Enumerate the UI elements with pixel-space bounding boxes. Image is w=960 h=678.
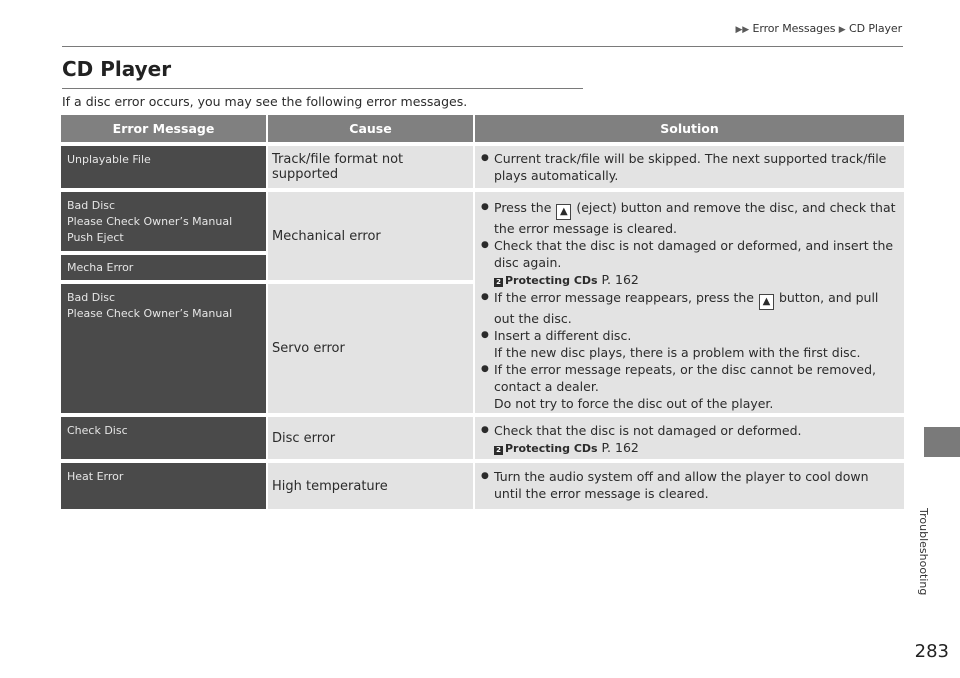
reference-label: Protecting CDs [505, 274, 598, 287]
solution-bullet [480, 199, 898, 237]
header-solution: Solution [475, 115, 904, 142]
header-divider [62, 46, 903, 47]
error-message-text: Bad Disc [67, 291, 116, 304]
solution-bullet [480, 237, 898, 289]
reference-page: P. 162 [601, 440, 639, 455]
solution-text: If the new disc plays, there is a problem with the first disc. [494, 345, 861, 360]
solution-cell [475, 463, 904, 509]
header-error-message: Error Message [61, 115, 266, 142]
solution-cell [475, 192, 904, 413]
reference-label: Protecting CDs [505, 442, 598, 455]
solution-bullet [480, 422, 898, 457]
title-divider [62, 88, 583, 89]
section-label: Troubleshooting [917, 508, 930, 596]
solution-text: ● Insert a different disc. [494, 328, 632, 343]
error-message-cell [61, 192, 266, 251]
error-message-cell [61, 417, 266, 459]
solution-text: If the error message reappears, press the [494, 290, 754, 305]
solution-text: Press the [494, 200, 552, 215]
header-cause: Cause [268, 115, 473, 142]
eject-icon: ▲ [556, 204, 571, 220]
error-message-cell [61, 146, 266, 188]
eject-icon: ▲ [759, 294, 774, 310]
error-message-text: Unplayable File [67, 153, 151, 166]
section-tab [924, 427, 960, 457]
solution-bullet [480, 289, 898, 327]
page-number: 283 [914, 641, 949, 662]
solution-text: button, and pull out the disc. [494, 290, 879, 326]
reference-page: P. 162 [601, 272, 639, 287]
solution-text: ● If the error message repeats, or the disc cannot be removed, contact a dealer. [494, 362, 877, 394]
intro-text: If a disc error occurs, you may see the following error messages. [62, 94, 468, 109]
solution-cell [475, 146, 904, 188]
breadcrumb-cd-player: CD Player [849, 22, 902, 35]
cause-cell: Servo error [268, 284, 473, 413]
solution-text: (eject) button and remove the disc, and check that the error message is cleared. [494, 200, 896, 236]
arrow-icon: ▶ [838, 25, 846, 35]
solution-bullet [480, 361, 898, 412]
error-message-cell [61, 255, 266, 280]
reference-icon: 2 [494, 278, 503, 287]
reference-link[interactable] [494, 439, 898, 457]
arrow-icon: ▶▶ [735, 25, 750, 35]
solution-bullet: ● Current track/file will be skipped. The next supported track/file plays automatically. [480, 150, 898, 184]
solution-bullet [480, 327, 898, 361]
error-message-cell [61, 284, 266, 413]
cause-cell: Track/file format not supported [268, 146, 473, 188]
solution-text: Do not try to force the disc out of the player. [494, 396, 774, 411]
reference-icon: 2 [494, 446, 503, 455]
error-message-text: Bad Disc [67, 199, 116, 212]
cause-cell: Mechanical error [268, 192, 473, 280]
error-message-text: Please Check Owner’s Manual [67, 307, 233, 320]
error-message-text: Mecha Error [67, 261, 134, 274]
error-message-text: Check Disc [67, 424, 128, 437]
error-message-cell [61, 463, 266, 509]
error-message-text: Push Eject [67, 231, 124, 244]
page-title: CD Player [62, 57, 172, 81]
solution-text: Check that the disc is not damaged or deformed. [494, 423, 802, 438]
cause-cell: Disc error [268, 417, 473, 459]
solution-cell [475, 417, 904, 459]
cause-cell: High temperature [268, 463, 473, 509]
error-message-text: Heat Error [67, 470, 124, 483]
breadcrumb-error-messages[interactable]: Error Messages [752, 22, 836, 35]
breadcrumb [735, 22, 902, 35]
reference-link[interactable] [494, 271, 898, 289]
solution-bullet: ● Turn the audio system off and allow the player to cool down until the error message is cleared. [480, 468, 898, 502]
error-message-text: Please Check Owner’s Manual [67, 215, 233, 228]
solution-text: Check that the disc is not damaged or deformed, and insert the disc again. [494, 238, 894, 270]
